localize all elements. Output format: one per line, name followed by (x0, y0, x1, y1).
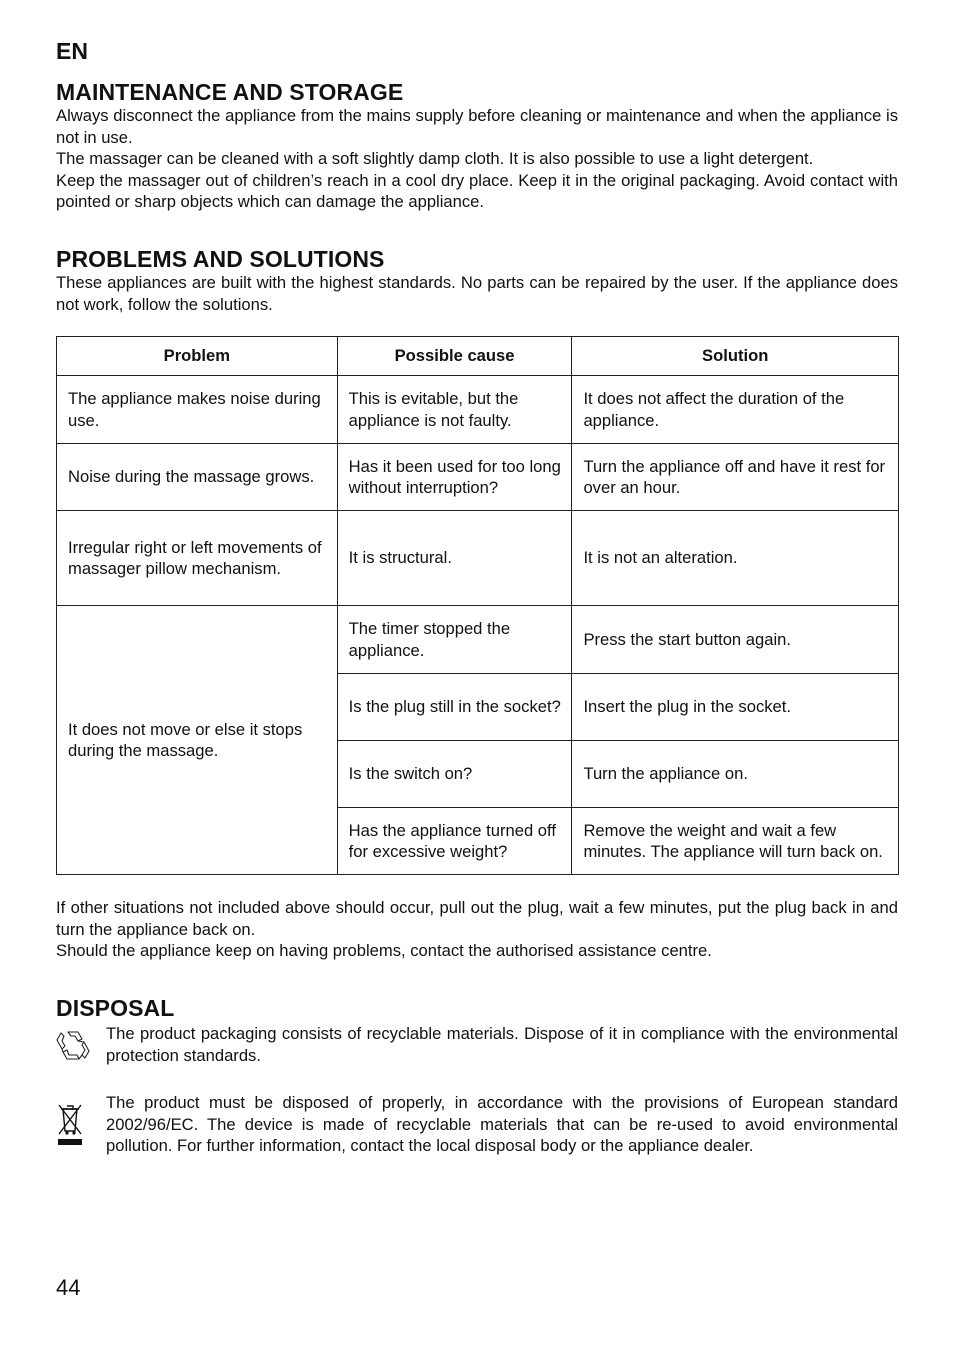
cause-cell: This is evitable, but the appliance is not faulty. (337, 376, 572, 444)
cause-cell: It is structural. (337, 511, 572, 606)
table-row (57, 376, 899, 444)
language-code: EN (56, 38, 88, 64)
page-number: 44 (56, 1275, 81, 1300)
problems-after-text (56, 897, 898, 962)
cause-cell: Is the switch on? (337, 741, 572, 808)
cause-cell: Has the appliance turned off for excessive weight? (337, 808, 572, 875)
column-header-cause: Possible cause (337, 337, 572, 376)
disposal-product-text: The product must be disposed of properly, in accordance with the provisions of European standard 2002/96/EC. The device is made of recyclable materials that can be re-used to avoid environmental pollution. For further information, contact the local disposal body or the appliance dealer. (106, 1093, 898, 1155)
problems-intro (56, 272, 898, 315)
problems-after-paragraph: Should the appliance keep on having problems, contact the authorised assistance centre. (56, 941, 712, 960)
solution-cell: Insert the plug in the socket. (572, 674, 899, 741)
maintenance-paragraph: Keep the massager out of children’s reach in a cool dry place. Keep it in the original packaging. Avoid contact with pointed or sharp objects which can damage the appliance. (56, 170, 898, 211)
column-header-solution: Solution (572, 337, 899, 376)
problem-cell: The appliance makes noise during use. (57, 376, 338, 444)
disposal-packaging-text: The product packaging consists of recyclable materials. Dispose of it in compliance with the environmental protection standards. (106, 1024, 898, 1065)
table-row (57, 606, 899, 674)
maintenance-paragraph: Always disconnect the appliance from the mains supply before cleaning or maintenance and when the appliance is not in use. (56, 106, 898, 147)
cause-cell: Is the plug still in the socket? (337, 674, 572, 741)
table-header-row (57, 337, 899, 376)
problems-table (56, 336, 899, 875)
disposal-heading: DISPOSAL (56, 995, 175, 1021)
problems-after-paragraph: If other situations not included above should occur, pull out the plug, wait a few minutes, put the plug back in and turn the appliance back on. (56, 898, 898, 939)
crossed-bin-icon (56, 1102, 84, 1151)
table-row (57, 444, 899, 511)
solution-cell: Turn the appliance off and have it rest for over an hour. (572, 444, 899, 511)
column-header-problem: Problem (57, 337, 338, 376)
table-row (57, 511, 899, 606)
problem-cell: It does not move or else it stops during the massage. (57, 606, 338, 875)
problem-cell: Noise during the massage grows. (57, 444, 338, 511)
cause-cell: Has it been used for too long without interruption? (337, 444, 572, 511)
cause-cell: The timer stopped the appliance. (337, 606, 572, 674)
solution-cell: Turn the appliance on. (572, 741, 899, 808)
recycle-icon (55, 1028, 91, 1067)
solution-cell: It does not affect the duration of the appliance. (572, 376, 899, 444)
maintenance-heading: MAINTENANCE AND STORAGE (56, 79, 404, 105)
maintenance-paragraph: The massager can be cleaned with a soft slightly damp cloth. It is also possible to use a light detergent. (56, 149, 814, 168)
problems-intro-text: These appliances are built with the highest standards. No parts can be repaired by the user. If the appliance does not work, follow the solutions. (56, 273, 898, 314)
problem-cell: Irregular right or left movements of massager pillow mechanism. (57, 511, 338, 606)
solution-cell: Remove the weight and wait a few minutes. The appliance will turn back on. (572, 808, 899, 875)
solution-cell: Press the start button again. (572, 606, 899, 674)
maintenance-text (56, 105, 898, 213)
problems-heading: PROBLEMS AND SOLUTIONS (56, 246, 385, 272)
solution-cell: It is not an alteration. (572, 511, 899, 606)
